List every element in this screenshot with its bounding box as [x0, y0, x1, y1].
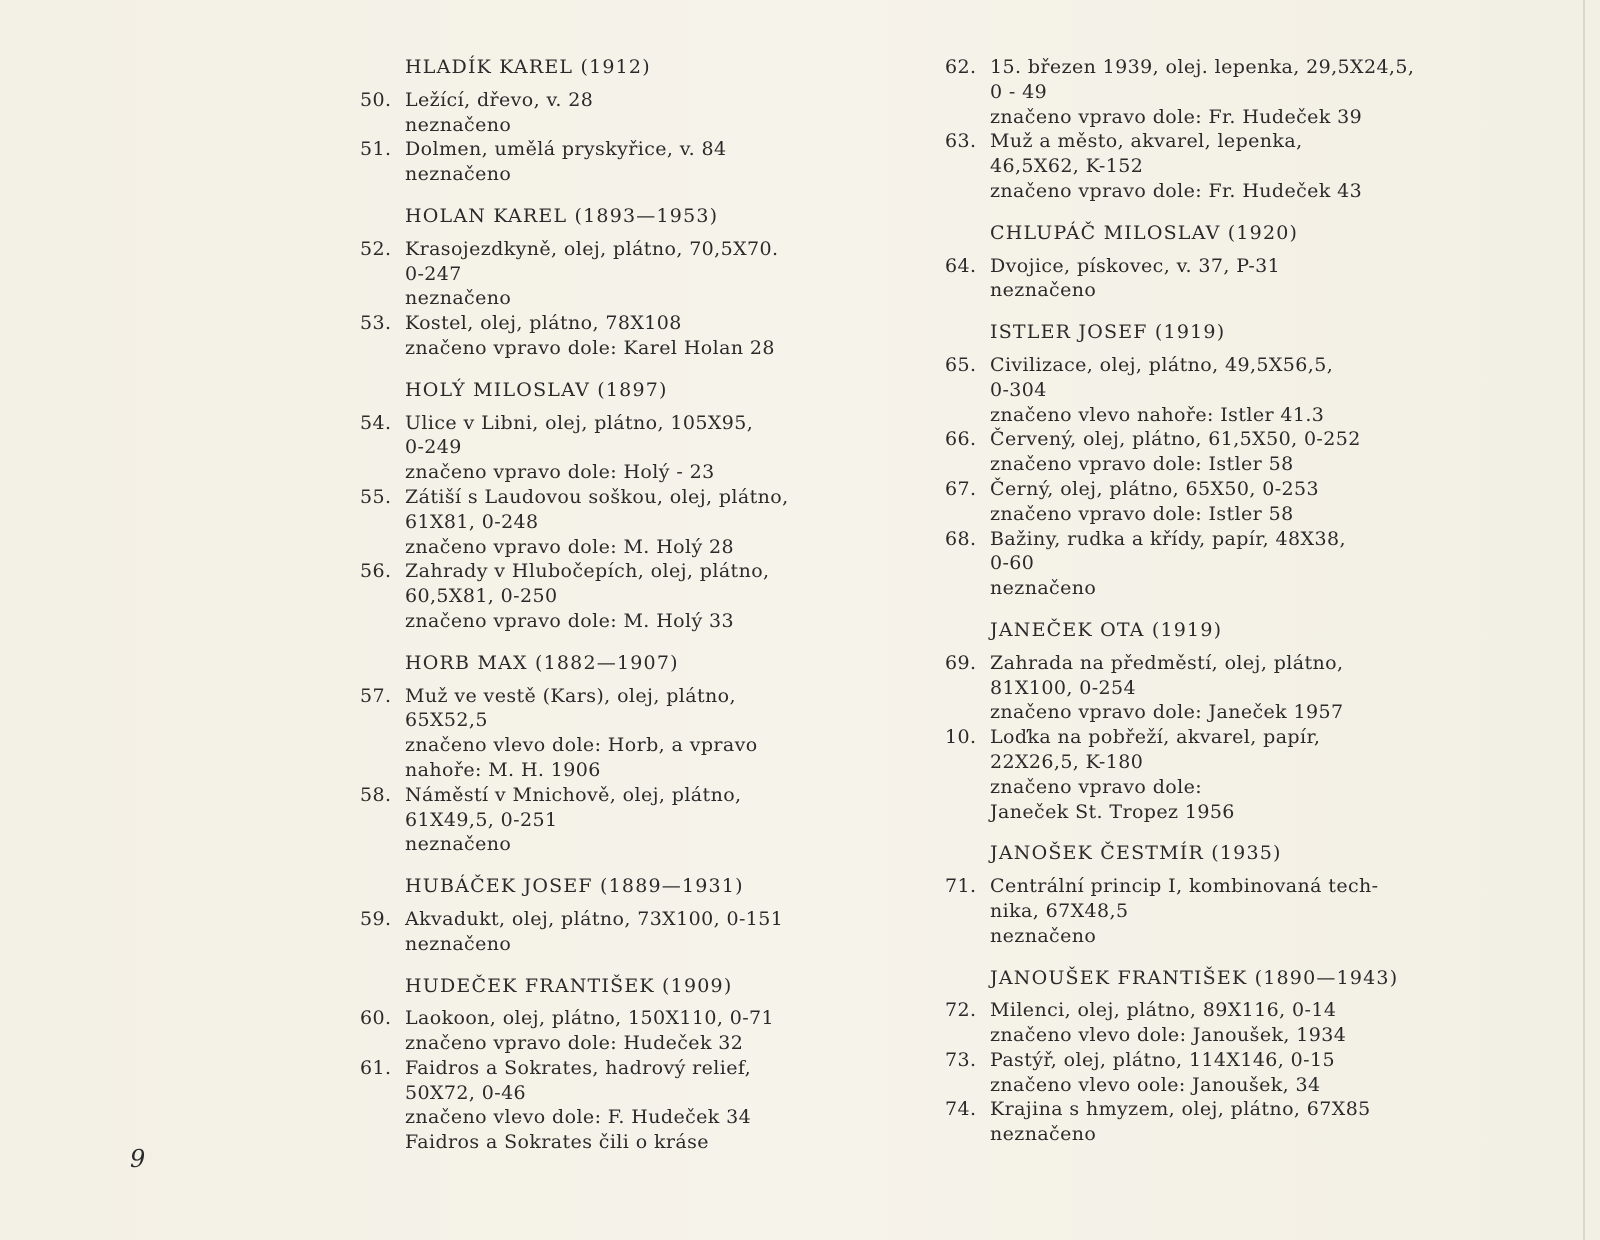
entry-number: 52.	[360, 237, 392, 260]
entry-description	[990, 874, 1465, 948]
entry-line: 60,5X81, 0-250	[405, 585, 558, 608]
entry-description	[405, 485, 880, 559]
entry-line: Dolmen, umělá pryskyřice, v. 84	[405, 138, 727, 161]
entry-line: neznačeno	[990, 279, 1097, 302]
entry-line: 0-247	[405, 262, 462, 285]
artist-heading: JANOŠEK ČESTMÍR (1935)	[990, 842, 1282, 865]
entry-number: 71.	[945, 875, 977, 898]
entry-line: Pastýř, olej, plátno, 114X146, 0-15	[990, 1048, 1335, 1071]
catalog-entry	[945, 55, 1465, 129]
catalog-entry	[945, 477, 1465, 527]
entry-line: neznačeno	[990, 1123, 1097, 1146]
entry-line: Červený, olej, plátno, 61,5X50, 0-252	[990, 428, 1361, 451]
entry-line: 61X81, 0-248	[405, 510, 539, 533]
entry-line: značeno vpravo dole: Istler 58	[990, 502, 1294, 525]
entry-line: Faidros a Sokrates, hadrový relief,	[405, 1056, 752, 1079]
entry-description	[405, 237, 880, 311]
entry-description	[405, 783, 880, 857]
entry-number: 64.	[945, 254, 977, 277]
catalog-entry	[360, 684, 880, 783]
entry-line: značeno vlevo nahoře: Istler 41.3	[990, 403, 1325, 426]
entry-number: 60.	[360, 1007, 392, 1030]
artist-heading: JANOUŠEK FRANTIŠEK (1890—1943)	[990, 966, 1399, 989]
entry-line: značeno vpravo dole: M. Holý 28	[405, 535, 735, 558]
entry-description	[405, 907, 880, 957]
entry-number: 63.	[945, 130, 977, 153]
entry-line: 0 - 49	[990, 80, 1048, 103]
catalog-entry	[945, 651, 1465, 725]
entry-line: 0-249	[405, 436, 462, 459]
catalog-entry	[360, 783, 880, 857]
entry-description	[990, 1097, 1465, 1147]
entry-description	[990, 651, 1465, 725]
entry-line: neznačeno	[405, 932, 512, 955]
catalog-entry	[360, 559, 880, 633]
entry-line: Milenci, olej, plátno, 89X116, 0-14	[990, 999, 1337, 1022]
entry-line: Laokoon, olej, plátno, 150X110, 0-71	[405, 1007, 774, 1030]
entry-description	[990, 129, 1465, 203]
entry-description	[405, 311, 880, 361]
entry-description	[405, 137, 880, 187]
entry-line: Muž a město, akvarel, lepenka,	[990, 130, 1303, 153]
entry-description	[405, 1006, 880, 1056]
entry-line: Bažiny, rudka a křídy, papír, 48X38,	[990, 527, 1346, 550]
entry-number: 65.	[945, 353, 977, 376]
entry-line: značeno vpravo dole: Istler 58	[990, 453, 1294, 476]
entry-number: 54.	[360, 411, 392, 434]
entry-line: značeno vpravo dole: M. Holý 33	[405, 609, 735, 632]
entry-line: Akvadukt, olej, plátno, 73X100, 0-151	[405, 907, 784, 930]
right-column	[945, 55, 1465, 1147]
entry-line: 0-304	[990, 378, 1047, 401]
catalog-entry	[360, 907, 880, 957]
entry-description	[990, 254, 1465, 304]
entry-line: značeno vpravo dole: Hudeček 32	[405, 1032, 744, 1055]
entry-line: 65X52,5	[405, 709, 488, 732]
artist-heading: JANEČEK OTA (1919)	[990, 618, 1223, 641]
artist-heading: CHLUPÁČ MILOSLAV (1920)	[990, 221, 1299, 244]
catalog-entry	[945, 527, 1465, 601]
entry-line: Černý, olej, plátno, 65X50, 0-253	[990, 477, 1320, 500]
entry-line: značeno vpravo dole:	[990, 775, 1203, 798]
catalog-entry	[360, 1006, 880, 1056]
entry-number: 61.	[360, 1056, 392, 1079]
entry-number: 58.	[360, 783, 392, 806]
entry-number: 55.	[360, 485, 392, 508]
entry-line: Faidros a Sokrates čili o kráse	[405, 1131, 709, 1154]
catalog-entry	[945, 998, 1465, 1048]
entry-description	[405, 88, 880, 138]
entry-line: značeno vpravo dole: Holý - 23	[405, 461, 715, 484]
entry-line: značeno vpravo dole: Fr. Hudeček 43	[990, 179, 1363, 202]
entry-number: 67.	[945, 477, 977, 500]
entry-number: 51.	[360, 138, 392, 161]
entry-line: Zátiší s Laudovou soškou, olej, plátno,	[405, 485, 789, 508]
entry-line: značeno vlevo dole: Janoušek, 1934	[990, 1024, 1347, 1047]
entry-description	[405, 684, 880, 783]
entry-line: 0-60	[990, 552, 1035, 575]
entry-line: značeno vlevo dole: F. Hudeček 34	[405, 1106, 752, 1129]
entry-number: 72.	[945, 999, 977, 1022]
entry-line: Kostel, olej, plátno, 78X108	[405, 312, 682, 335]
artist-heading: HUDEČEK FRANTIŠEK (1909)	[405, 974, 733, 997]
entry-description	[990, 725, 1465, 824]
entry-line: nika, 67X48,5	[990, 899, 1129, 922]
entry-line: neznačeno	[990, 577, 1097, 600]
artist-heading: HOLÝ MILOSLAV (1897)	[405, 378, 668, 401]
catalog-entry	[945, 1097, 1465, 1147]
entry-line: neznačeno	[405, 833, 512, 856]
entry-number: 53.	[360, 312, 392, 335]
page-number: 9	[130, 1145, 146, 1173]
entry-description	[990, 427, 1465, 477]
catalog-entry	[360, 311, 880, 361]
page-fold-edge	[1583, 0, 1585, 1240]
entry-line: Ležící, dřevo, v. 28	[405, 88, 594, 111]
entry-line: Krajina s hmyzem, olej, plátno, 67X85	[990, 1098, 1371, 1121]
entry-number: 57.	[360, 684, 392, 707]
artist-heading: HLADÍK KAREL (1912)	[405, 56, 651, 78]
entry-number: 74.	[945, 1098, 977, 1121]
entry-line: značeno vlevo dole: Horb, a vpravo	[405, 734, 758, 757]
entry-number: 50.	[360, 88, 392, 111]
artist-heading: HOLAN KAREL (1893—1953)	[405, 204, 719, 227]
entry-line: Muž ve vestě (Kars), olej, plátno,	[405, 684, 736, 707]
entry-line: značeno vlevo oole: Janoušek, 34	[990, 1073, 1321, 1096]
entry-line: Janeček St. Tropez 1956	[990, 800, 1235, 823]
entry-line: Zahrady v Hlubočepích, olej, plátno,	[405, 560, 770, 583]
entry-line: Centrální princip I, kombinovaná tech-	[990, 875, 1379, 898]
entry-line: nahoře: M. H. 1906	[405, 758, 601, 781]
catalog-entry	[360, 137, 880, 187]
catalog-entry	[360, 1056, 880, 1155]
entry-line: Krasojezdkyně, olej, plátno, 70,5X70.	[405, 237, 779, 260]
entry-line: značeno vpravo dole: Karel Holan 28	[405, 336, 775, 359]
entry-number: 69.	[945, 651, 977, 674]
entry-description	[990, 55, 1465, 129]
entry-number: 73.	[945, 1048, 977, 1071]
entry-description	[990, 353, 1465, 427]
entry-line: značeno vpravo dole: Fr. Hudeček 39	[990, 105, 1363, 128]
entry-description	[990, 527, 1465, 601]
entry-line: 81X100, 0-254	[990, 676, 1137, 699]
catalog-entry	[945, 725, 1465, 824]
catalog-entry	[945, 874, 1465, 948]
entry-number: 62.	[945, 56, 977, 78]
entry-number: 66.	[945, 428, 977, 451]
entry-number: 68.	[945, 527, 977, 550]
catalog-entry	[360, 411, 880, 485]
entry-line: 61X49,5, 0-251	[405, 808, 558, 831]
catalog-entry	[945, 129, 1465, 203]
artist-heading: HUBÁČEK JOSEF (1889—1931)	[405, 875, 744, 898]
catalog-entry	[360, 485, 880, 559]
entry-line: neznačeno	[405, 287, 512, 310]
entry-number: 59.	[360, 907, 392, 930]
entry-line: Náměstí v Mnichově, olej, plátno,	[405, 783, 742, 806]
entry-description	[990, 1048, 1465, 1098]
catalog-entry	[945, 1048, 1465, 1098]
entry-line: neznačeno	[990, 924, 1097, 947]
entry-line: 50X72, 0-46	[405, 1081, 527, 1104]
artist-heading: ISTLER JOSEF (1919)	[990, 321, 1226, 344]
entry-description	[990, 477, 1465, 527]
entry-description	[405, 411, 880, 485]
entry-line: Loďka na pobřeží, akvarel, papír,	[990, 726, 1321, 749]
artist-heading: HORB MAX (1882—1907)	[405, 651, 679, 674]
entry-number: 10.	[945, 726, 977, 749]
entry-line: Dvojice, pískovec, v. 37, P-31	[990, 254, 1281, 277]
entry-line: Zahrada na předměstí, olej, plátno,	[990, 651, 1344, 674]
entry-number: 56.	[360, 560, 392, 583]
entry-description	[405, 1056, 880, 1155]
catalog-entry	[945, 427, 1465, 477]
entry-line: značeno vpravo dole: Janeček 1957	[990, 701, 1344, 724]
entry-line: Ulice v Libni, olej, plátno, 105X95,	[405, 411, 754, 434]
catalog-entry	[945, 254, 1465, 304]
entry-line: Civilizace, olej, plátno, 49,5X56,5,	[990, 353, 1334, 376]
entry-line: 22X26,5, K-180	[990, 750, 1144, 773]
entry-line: neznačeno	[405, 113, 512, 136]
catalog-entry	[945, 353, 1465, 427]
entry-line: 46,5X62, K-152	[990, 155, 1144, 178]
left-column	[360, 55, 880, 1155]
entry-description	[990, 998, 1465, 1048]
entry-line: neznačeno	[405, 163, 512, 186]
entry-description	[405, 559, 880, 633]
catalog-entry	[360, 88, 880, 138]
catalog-entry	[360, 237, 880, 311]
entry-line: 15. březen 1939, olej. lepenka, 29,5X24,5,	[990, 56, 1415, 78]
